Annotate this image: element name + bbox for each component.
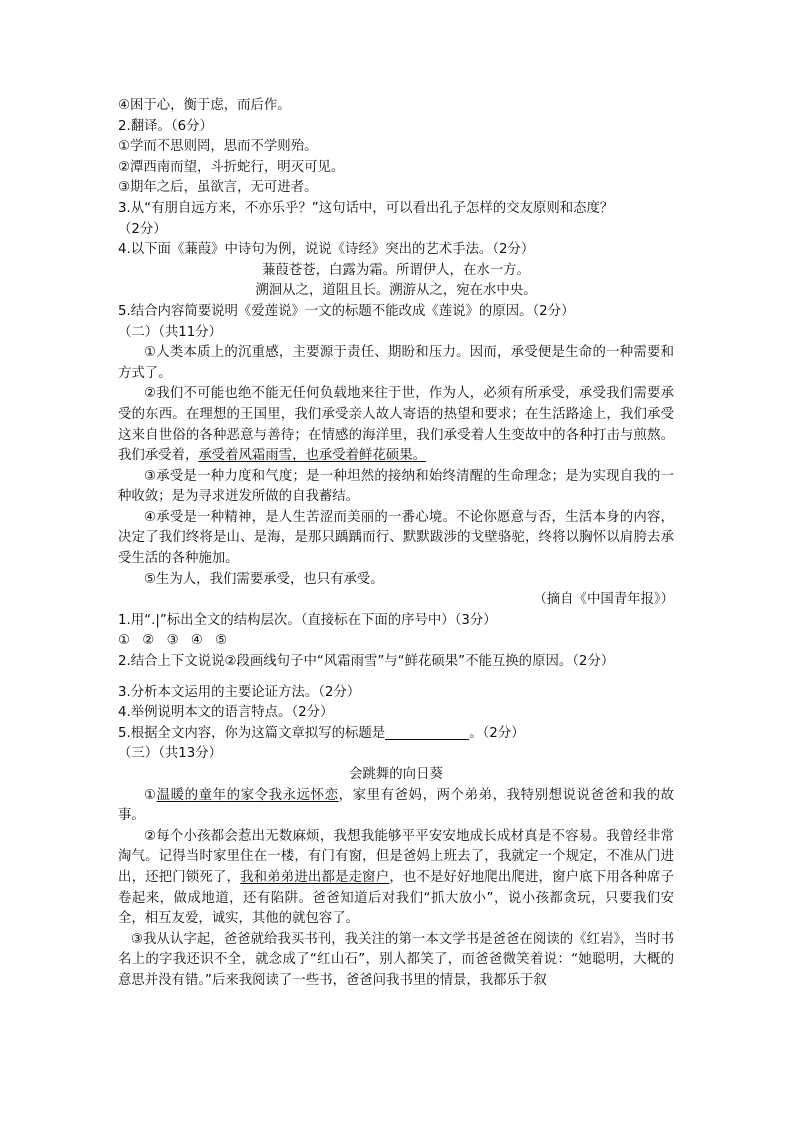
- question-3-score: （2分）: [118, 221, 167, 237]
- translate-item-2: ②潭西南而望，斗折蛇行，明灭可见。: [118, 159, 345, 175]
- passage-2-paragraph-3: ③承受是一种力度和气度；是一种坦然的接纳和始终清醒的生命理念；是为实现自我的一种收敛；是为寻求迸发所做的自我蓄结。: [118, 468, 674, 505]
- section-2-question-3: 3.分析本文运用的主要论证方法。（2分）: [118, 684, 361, 700]
- question-4: 4.以下面《蒹葭》中诗句为例，说说《诗经》突出的艺术手法。（2分）: [118, 242, 535, 258]
- document-page: [118, 96, 674, 992]
- passage-3-paragraph-1: [118, 786, 674, 827]
- answer-space: [118, 673, 674, 683]
- passage-3-paragraph-2: [118, 827, 674, 930]
- paragraph-2-text-end: ，也不是好好地爬出爬进，窗户底下用各种席子卷起来，做成地道，还有陷阱。爸爸知道后对我们“抓大放小”，说小孩都贪玩，只要我们安全，相互友爱，诚实，其他的就包容了。: [118, 869, 675, 927]
- paragraph-number-row: [118, 631, 674, 652]
- translate-item-1: ①学而不思则罔，思而不学则殆。: [118, 139, 318, 155]
- question-5-text: 5.根据全文内容，你为这篇文章拟写的标题是: [118, 725, 386, 741]
- section-2-question-5: [118, 724, 674, 745]
- section-2-question-1: 1.用“.|”标出全文的结构层次。（直接标在下面的序号中）（3分）: [118, 612, 497, 628]
- passage-3-title: 会跳舞的向日葵: [349, 767, 443, 782]
- number-4: ④: [190, 633, 203, 649]
- answer-blank[interactable]: [385, 725, 469, 740]
- passage-2-paragraph-1: ①人类本质上的沉重感，主要源于责任、期盼和压力。因而，承受便是生命的一种需要和方式了。: [118, 345, 674, 381]
- section-2-header: （二）（共11分）: [118, 324, 223, 340]
- poem-line-2: 溯洄从之，道阻且长。溯游从之，宛在水中央。: [255, 283, 537, 299]
- q1-item-4: ④困于心，衡于虑，而后作。: [118, 98, 291, 113]
- underlined-phrase-2: 我和弟弟进出都是走窗户: [240, 869, 390, 885]
- source-citation: （摘自《中国青年报》）: [533, 592, 674, 608]
- question-5-score: 。（2分）: [469, 725, 525, 741]
- section-3-header: （三）（共13分）: [118, 746, 223, 762]
- underlined-phrase-1: 温暖的童年的家令我永远怀恋: [156, 787, 339, 803]
- passage-3-paragraph-3: ③我从认字起，爸爸就给我买书刊，我关注的第一本文学书是爸爸在阅读的《红岩》，当时书名上的字我还识不全，就念成了“红山石”，别人都笑了，而爸爸微笑着说：“她聪明，大概的意思并没有错。”后来我阅读了一些书，爸爸问我书里的情景，我都乐于叙: [118, 931, 674, 988]
- underlined-sentence: 承受着风霜雨雪，也承受着鲜花硕果。: [198, 448, 426, 464]
- question-2: 2.翻译。（6分）: [118, 118, 213, 134]
- poem-line-1: 蒹葭苍苍，白露为霜。所谓伊人，在水一方。: [262, 262, 530, 278]
- passage-2-paragraph-2: [118, 384, 674, 466]
- section-2-question-4: 4.举例说明本文的语言特点。（2分）: [118, 705, 334, 721]
- paragraph-1-text: ，家里有爸妈，两个弟弟，我特别想说说爸爸和我的故事。: [118, 787, 675, 824]
- paragraph-number: ①: [144, 787, 157, 803]
- section-2-question-2: 2.结合上下文说说②段画线句子中“风霜雨雪”与“鲜花硕果”不能互换的原因。（2分）: [118, 654, 615, 670]
- number-5: ⑤: [215, 633, 228, 649]
- question-5: 5.结合内容简要说明《爱莲说》一文的标题不能改成《莲说》的原因。（2分）: [118, 303, 575, 319]
- passage-2-paragraph-4: ④承受是一种精神，是人生苦涩而美丽的一番心境。不论你愿意与否，生活本身的内容，决定了我们终将是山、是海，是那只踽踽而行、默默跋涉的戈壁骆驼，终将以胸怀以肩胯去承受生活的各种施加。: [118, 509, 674, 567]
- number-1: ①: [118, 633, 131, 649]
- question-3: 3.从“有朋自远方来，不亦乐乎？”这句话中，可以看出孔子怎样的交友原则和态度？: [118, 200, 614, 216]
- paragraph-2-text-start: ②每个小孩都会惹出无数麻烦，我想我能够平平安安地成长成材真是不容易。我曾经非常淘气。记得当时家里住在一楼，有门有窗，但是爸妈上班去了，我就定一个规定，不准从门进出，还把门锁死了，: [118, 828, 674, 885]
- passage-2-paragraph-5: ⑤生为人，我们需要承受，也只有承受。: [144, 571, 384, 587]
- translate-item-3: ③期年之后，虽欲言，无可进者。: [118, 180, 318, 196]
- number-3: ③: [166, 633, 179, 649]
- number-2: ②: [142, 633, 155, 649]
- paragraph-2-text: ②我们不可能也绝不能无任何负载地来往于世，作为人，必须有所承受，承受我们需要承受的东西。在理想的王国里，我们承受亲人故人寄语的热望和要求；在生活路途上，我们承受这来自世俗的各种恶意与善待；在情感的海洋里，我们承受着人生变故中的各种打击与煎熬。我们承受着，: [118, 386, 674, 464]
